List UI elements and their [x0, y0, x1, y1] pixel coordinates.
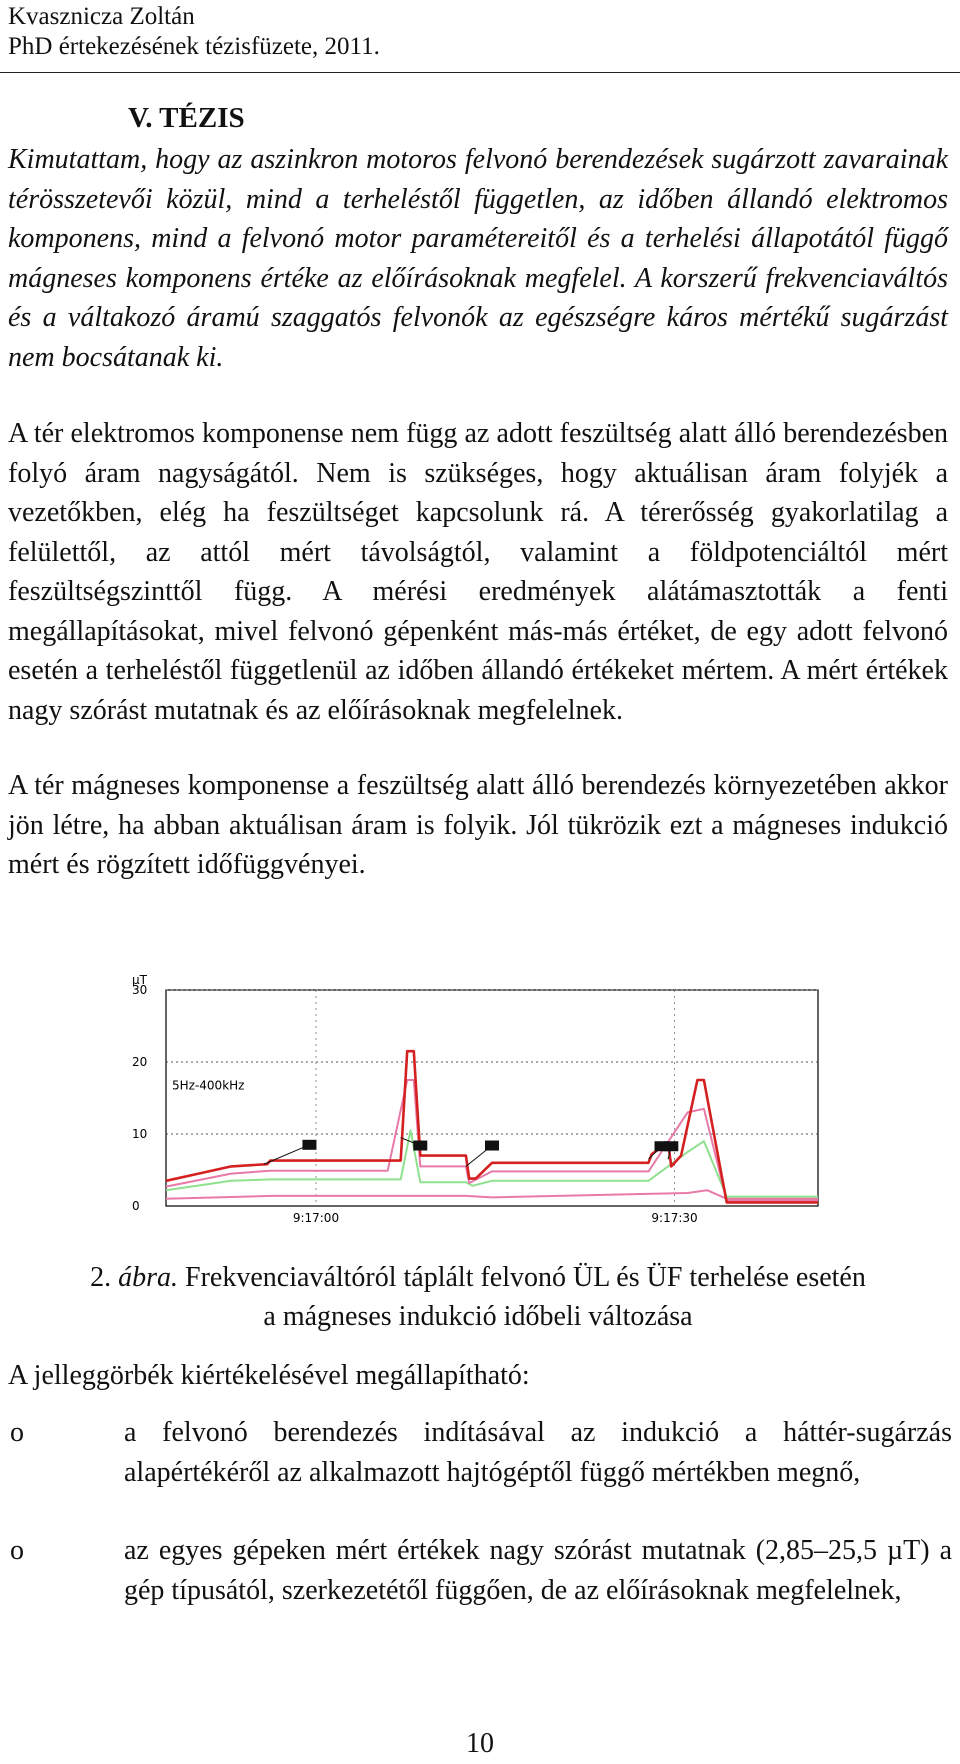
bullet-marker: o — [10, 1535, 24, 1566]
thesis-title: V. TÉZIS — [128, 102, 245, 134]
figure-caption-line-2: a mágneses indukció időbeli változása — [263, 1301, 693, 1332]
y-tick-label: 30 — [132, 983, 148, 997]
x-tick-label: 9:17:30 — [651, 1211, 698, 1225]
thesis-statement: Kimutattam, hogy az aszinkron motoros felvonó berendezések sugárzott zavarainak térösszetevői közül, mind a terheléstől független, az időben állandó elektromos komponens, mind a felvonó motor paramétereitől és a terhelési állapotától függő mágneses komponens értéke az előírásoknak megfelel. A korszerű frekvenciaváltós és a váltakozó áramú szaggatós felvonók az egészségre káros mértékű sugárzást nem bocsátanak ki. — [8, 144, 948, 373]
body-paragraph-electric: A tér elektromos komponense nem függ az adott feszültség alatt álló berendezésben folyó áram nagyságától. Nem is szükséges, hogy aktuálisan áram folyjék a vezetőkben, elég ha feszültséget kapcsolunk rá. A térerősség gyakorlatilag a felülettől, az attól mért távolságtól, valamint a földpotenciáltól mért feszültségszinttől függ. A mérési eredmények alátámasztották a fenti megállapításokat, mivel felvonó gépenként más-más értéket, de egy adott felvonó esetén a terheléstől függetlenül az időben állandó értékeket mértem. A mért értékek nagy szórást mutatnak és az előírásoknak megfelelnek. — [8, 418, 948, 726]
page-header — [8, 2, 380, 62]
y-tick-label: 10 — [132, 1127, 148, 1141]
figure-caption-line-1 — [8, 1258, 948, 1297]
page-number: 10 — [466, 1728, 494, 1759]
frequency-band-annotation: 5Hz-400kHz — [172, 1078, 245, 1093]
header-author: Kvasznicza Zoltán — [8, 3, 195, 30]
y-tick-label: 0 — [132, 1199, 140, 1213]
x-tick-label: 9:17:00 — [292, 1211, 340, 1225]
bullet-item-1: a felvonó berendezés indításával az indukció a háttér-sugárzás alapértékéről az alkalmazott hajtógéptől függő mértékben megnő, — [124, 1417, 952, 1488]
figure-label: ábra. — [118, 1262, 179, 1293]
event-marker — [485, 1141, 499, 1151]
header-divider — [0, 72, 960, 73]
figure-number: 2. — [90, 1262, 112, 1293]
bullet-item-2: az egyes gépeken mért értékek nagy szórást mutatnak (2,85–25,5 µT) a gép típusától, szerkezetétől függően, de az előírásoknak megfelelnek, — [124, 1535, 952, 1606]
induction-chart — [128, 974, 828, 1242]
bullet-marker: o — [10, 1417, 24, 1448]
header-subtitle: PhD értekezésének tézisfüzete, 2011. — [8, 33, 380, 60]
body-paragraph-magnetic: A tér mágneses komponense a feszültség alatt álló berendezés környezetében akkor jön létre, ha abban aktuálisan áram is folyik. Jól tükrözik ezt a mágneses indukció mért és rögzített időfüggvényei. — [8, 770, 948, 880]
y-axis-unit: µT — [132, 974, 147, 987]
figure-caption-text-1: Frekvenciaváltóról táplált felvonó ÜL és ÜF terhelése esetén — [185, 1262, 866, 1293]
event-marker — [302, 1140, 316, 1150]
y-tick-label: 20 — [132, 1055, 148, 1069]
figure-caption — [8, 1258, 948, 1336]
event-marker — [413, 1141, 427, 1151]
findings-intro: A jelleggörbék kiértékelésével megállapítható: — [8, 1360, 530, 1391]
event-marker — [664, 1141, 678, 1151]
